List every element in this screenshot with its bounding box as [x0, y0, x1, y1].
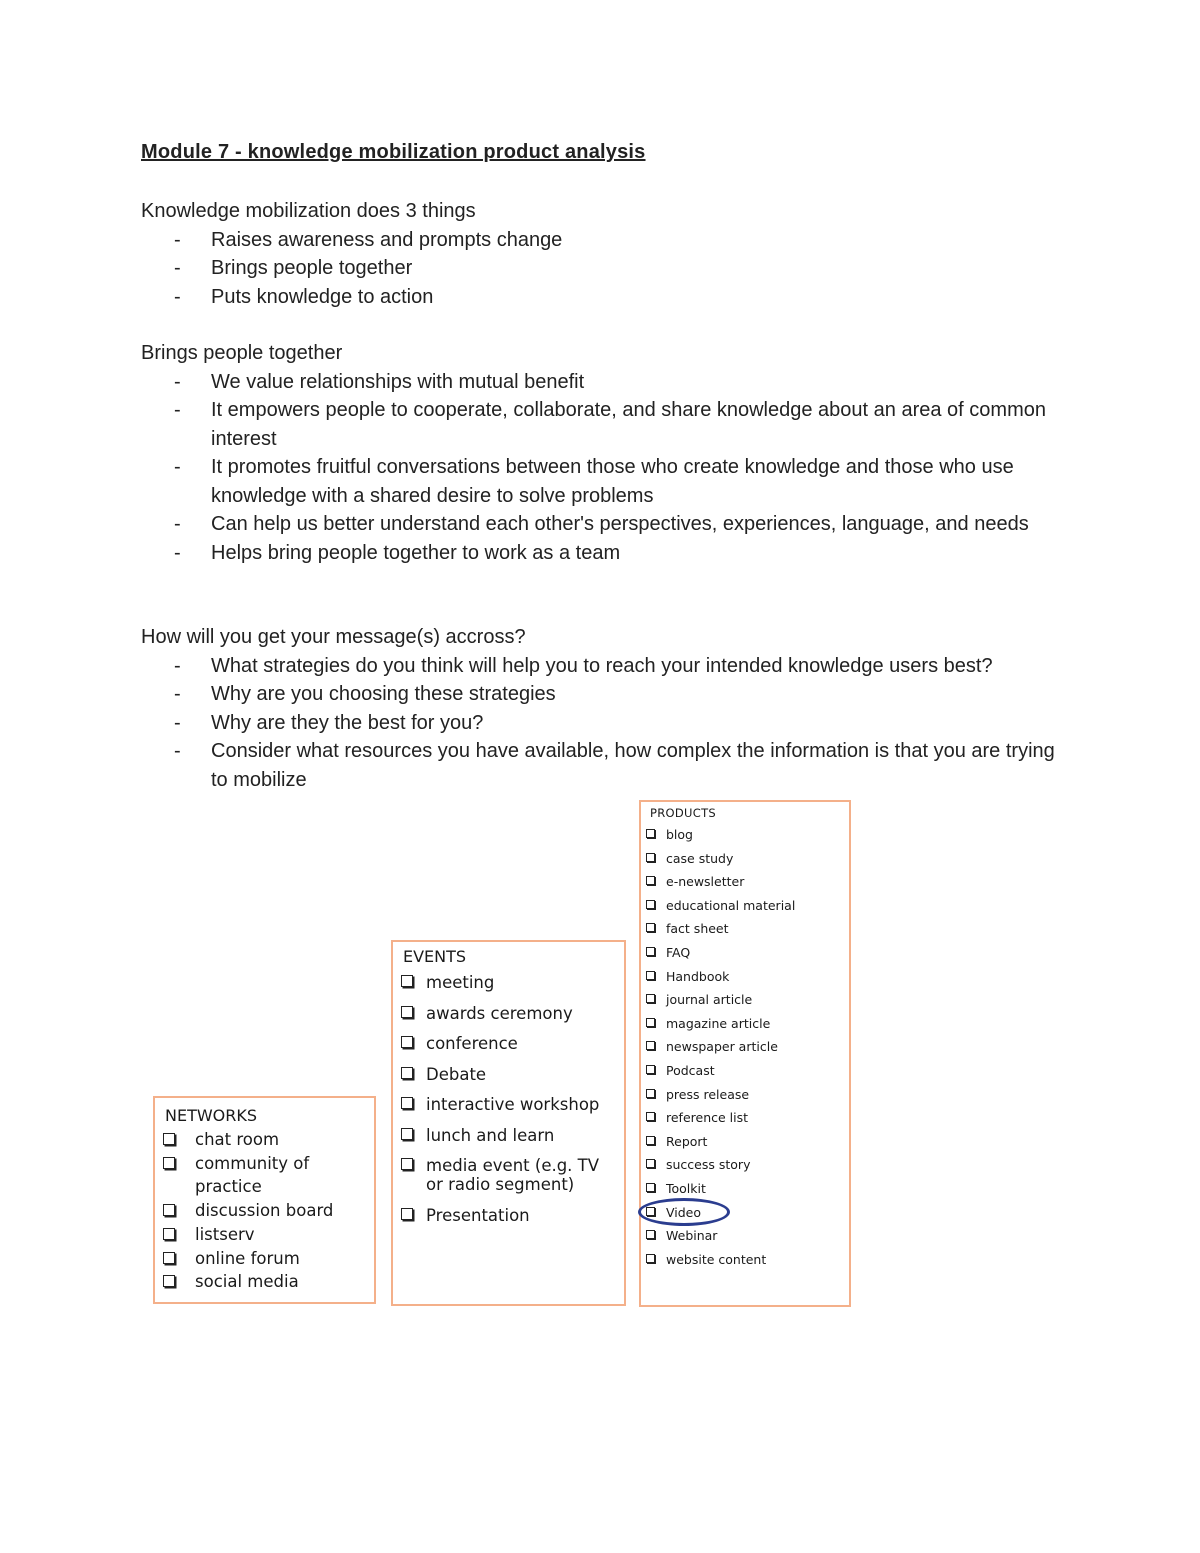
checklist-item-label: Webinar: [666, 1228, 718, 1244]
checkbox-icon[interactable]: [646, 1136, 655, 1145]
bullet-dash: -: [174, 228, 181, 251]
list-item-text: Raises awareness and prompts change: [211, 228, 563, 251]
bullet-dash: -: [174, 654, 181, 677]
checklist-item-label: awards ceremony: [426, 1003, 573, 1023]
checklist-item: [645, 1134, 849, 1150]
checkbox-icon[interactable]: [646, 1254, 655, 1263]
checklist-item-label: educational material: [666, 897, 796, 913]
bullet-list: [141, 368, 1071, 568]
list-item-text: It promotes fruitful conversations between those who create knowledge and those who use knowledge with a shared desire to solve problems: [211, 456, 1014, 507]
products-title: PRODUCTS: [650, 806, 717, 820]
checklist-item: [645, 969, 849, 985]
checklist-item: [645, 1063, 849, 1079]
list-item-text: Why are they the best for you?: [211, 711, 484, 734]
bullet-dash: -: [174, 370, 181, 393]
products-box: [639, 800, 851, 1307]
list-item-text: Can help us better understand each other's perspectives, experiences, language, and needs: [211, 513, 1029, 535]
checklist-item-label: Debate: [426, 1064, 487, 1084]
checklist-item: [645, 992, 849, 1008]
checkbox-icon[interactable]: [646, 1041, 655, 1050]
checkbox-icon[interactable]: [401, 1128, 413, 1140]
section-message-strategies: [141, 623, 1071, 794]
checklist-item: [399, 973, 606, 992]
bullet-dash: -: [174, 285, 181, 308]
section-heading: How will you get your message(s) accross?: [141, 626, 526, 648]
checklist-item: [645, 874, 849, 890]
checklist-item-label: newspaper article: [666, 1039, 778, 1055]
checkbox-icon[interactable]: [646, 1183, 655, 1192]
checkbox-icon[interactable]: [401, 1158, 413, 1170]
events-title: EVENTS: [403, 947, 467, 966]
list-item-text: We value relationships with mutual benefit: [211, 370, 585, 393]
checklist-item-label: lunch and learn: [426, 1125, 555, 1145]
checklist-item-label: chat room: [195, 1130, 280, 1149]
checklist-item: [159, 1270, 374, 1294]
networks-title: NETWORKS: [165, 1106, 258, 1125]
checklist-item-label: social media: [195, 1272, 299, 1292]
checklist-item-label: fact sheet: [666, 921, 729, 937]
checklist-item: [399, 1095, 606, 1114]
checklist-item: [645, 1087, 849, 1103]
checklist-item-label: magazine article: [666, 1015, 771, 1031]
checklist-item: [159, 1152, 374, 1199]
list-item: [141, 396, 1071, 453]
checkbox-icon[interactable]: [163, 1275, 175, 1287]
checkbox-icon[interactable]: [646, 971, 655, 980]
checklist-item: [645, 1039, 849, 1055]
list-item: [141, 453, 1071, 510]
checklist-item: [645, 827, 849, 843]
checklist-item-video: [645, 1205, 849, 1221]
checklist-item: [399, 1004, 606, 1023]
checkbox-icon[interactable]: [401, 1006, 413, 1018]
checkbox-icon[interactable]: [163, 1228, 175, 1240]
products-list: [645, 827, 849, 1268]
circle-annotation: [638, 1198, 730, 1226]
checklist-item: [645, 945, 849, 961]
checklist-item-label: press release: [666, 1086, 750, 1102]
checklist-item: [645, 851, 849, 867]
section-heading: Brings people together: [141, 342, 343, 364]
checkbox-icon[interactable]: [646, 923, 655, 932]
checklist-item-label: Podcast: [666, 1062, 715, 1078]
list-item: [141, 283, 1071, 312]
checklist-item-label: meeting: [426, 973, 495, 992]
list-item-text: It empowers people to cooperate, collaborate, and share knowledge about an area of common interest: [211, 399, 1046, 450]
checklist-item-label: FAQ: [666, 944, 691, 960]
list-item: [141, 737, 1071, 794]
checklist-item: [645, 898, 849, 914]
list-item-text: Consider what resources you have available, how complex the information is that you are trying to mobilize: [211, 740, 1055, 791]
list-item: [141, 254, 1071, 283]
checklist-item-label: media event (e.g. TV or radio segment): [426, 1156, 600, 1194]
checklist-item-label: case study: [666, 850, 734, 866]
checkbox-icon[interactable]: [646, 1159, 655, 1168]
bullet-dash: -: [174, 399, 181, 421]
checkbox-icon[interactable]: [646, 1230, 655, 1239]
list-item: [141, 226, 1071, 255]
list-item: [141, 680, 1071, 709]
checklist-item: [399, 1126, 606, 1145]
bullet-dash: -: [174, 541, 181, 564]
checklist-item-label: e-newsletter: [666, 874, 745, 890]
checklist-item-label: listserv: [195, 1224, 255, 1244]
checkbox-icon[interactable]: [646, 876, 655, 885]
bullet-dash: -: [174, 683, 181, 705]
checklist-item: [399, 1156, 606, 1194]
checklist-item-label: community of practice: [195, 1153, 310, 1197]
checklist-item: [159, 1128, 374, 1152]
bullet-dash: -: [174, 257, 181, 279]
list-item: [141, 652, 1071, 681]
checklist-item: [645, 921, 849, 937]
checkbox-icon[interactable]: [646, 900, 655, 909]
checkbox-icon[interactable]: [646, 1112, 655, 1121]
checkbox-icon[interactable]: [646, 829, 655, 838]
networks-list: [159, 1128, 374, 1294]
checklist-item-label: blog: [666, 827, 693, 842]
checklist-item: [159, 1199, 374, 1223]
checkbox-icon[interactable]: [646, 1065, 655, 1074]
checklist-item-label: interactive workshop: [426, 1095, 600, 1114]
checklist-item: [645, 1110, 849, 1126]
checklist-item-label: Report: [666, 1133, 708, 1149]
bullet-dash: -: [174, 740, 181, 762]
list-item-text: Puts knowledge to action: [211, 285, 434, 308]
bullet-dash: -: [174, 513, 181, 535]
list-item-text: What strategies do you think will help you to reach your intended knowledge users best?: [211, 654, 993, 677]
section-brings-people-together: [141, 339, 1071, 567]
checklist-item: [645, 1016, 849, 1032]
checkbox-icon[interactable]: [646, 1089, 655, 1098]
checklist-item-label: Toolkit: [666, 1180, 706, 1196]
events-box: [391, 940, 626, 1306]
checkbox-icon[interactable]: [646, 853, 655, 862]
checkbox-icon[interactable]: [401, 1097, 413, 1109]
checklist-item-label: Video: [666, 1204, 702, 1220]
checkbox-icon[interactable]: [163, 1252, 175, 1264]
events-list: [399, 973, 624, 1225]
list-item: [141, 539, 1071, 568]
checkbox-icon[interactable]: [163, 1133, 175, 1145]
checklist-item: [159, 1223, 374, 1247]
checklist-item: [645, 1228, 849, 1244]
checklist-item-label: conference: [426, 1034, 518, 1053]
checkbox-icon[interactable]: [646, 947, 655, 956]
checklist-item: [399, 1034, 606, 1053]
checkbox-icon[interactable]: [163, 1157, 175, 1169]
checkbox-icon[interactable]: [646, 994, 655, 1003]
checkbox-icon[interactable]: [401, 1067, 413, 1079]
list-item-text: Brings people together: [211, 257, 413, 279]
checklist-item-label: Presentation: [426, 1205, 530, 1225]
checklist-item-label: Handbook: [666, 968, 730, 984]
bullet-dash: -: [174, 711, 181, 734]
checklist-item: [399, 1206, 606, 1225]
list-item-text: Why are you choosing these strategies: [211, 683, 556, 705]
checkbox-icon[interactable]: [401, 1036, 413, 1048]
checklist-item-label: discussion board: [195, 1201, 334, 1221]
checklist-item: [645, 1157, 849, 1173]
list-item: [141, 510, 1071, 539]
checklist-item: [645, 1252, 849, 1268]
bullet-dash: -: [174, 456, 181, 478]
checklist-item: [645, 1181, 849, 1197]
checklist-item-label: journal article: [666, 992, 753, 1008]
list-item-text: Helps bring people together to work as a team: [211, 541, 621, 564]
networks-box: [153, 1096, 376, 1304]
section-heading: Knowledge mobilization does 3 things: [141, 200, 476, 222]
document-title: Module 7 - knowledge mobilization product analysis: [141, 141, 646, 163]
checklist-item: [159, 1247, 374, 1271]
checkbox-icon[interactable]: [163, 1204, 175, 1216]
list-item: [141, 709, 1071, 738]
checklist-item-label: website content: [666, 1251, 767, 1267]
checkbox-icon[interactable]: [401, 975, 413, 987]
checkbox-icon[interactable]: [646, 1018, 655, 1027]
list-item: [141, 368, 1071, 397]
bullet-list: [141, 226, 1071, 312]
checklist-item-label: online forum: [195, 1248, 300, 1268]
checklist-item: [399, 1065, 606, 1084]
checklist-item-label: success story: [666, 1157, 751, 1173]
checkbox-icon[interactable]: [401, 1208, 413, 1220]
bullet-list: [141, 652, 1071, 795]
section-knowledge-mobilization: [141, 197, 1071, 311]
checklist-item-label: reference list: [666, 1110, 749, 1126]
